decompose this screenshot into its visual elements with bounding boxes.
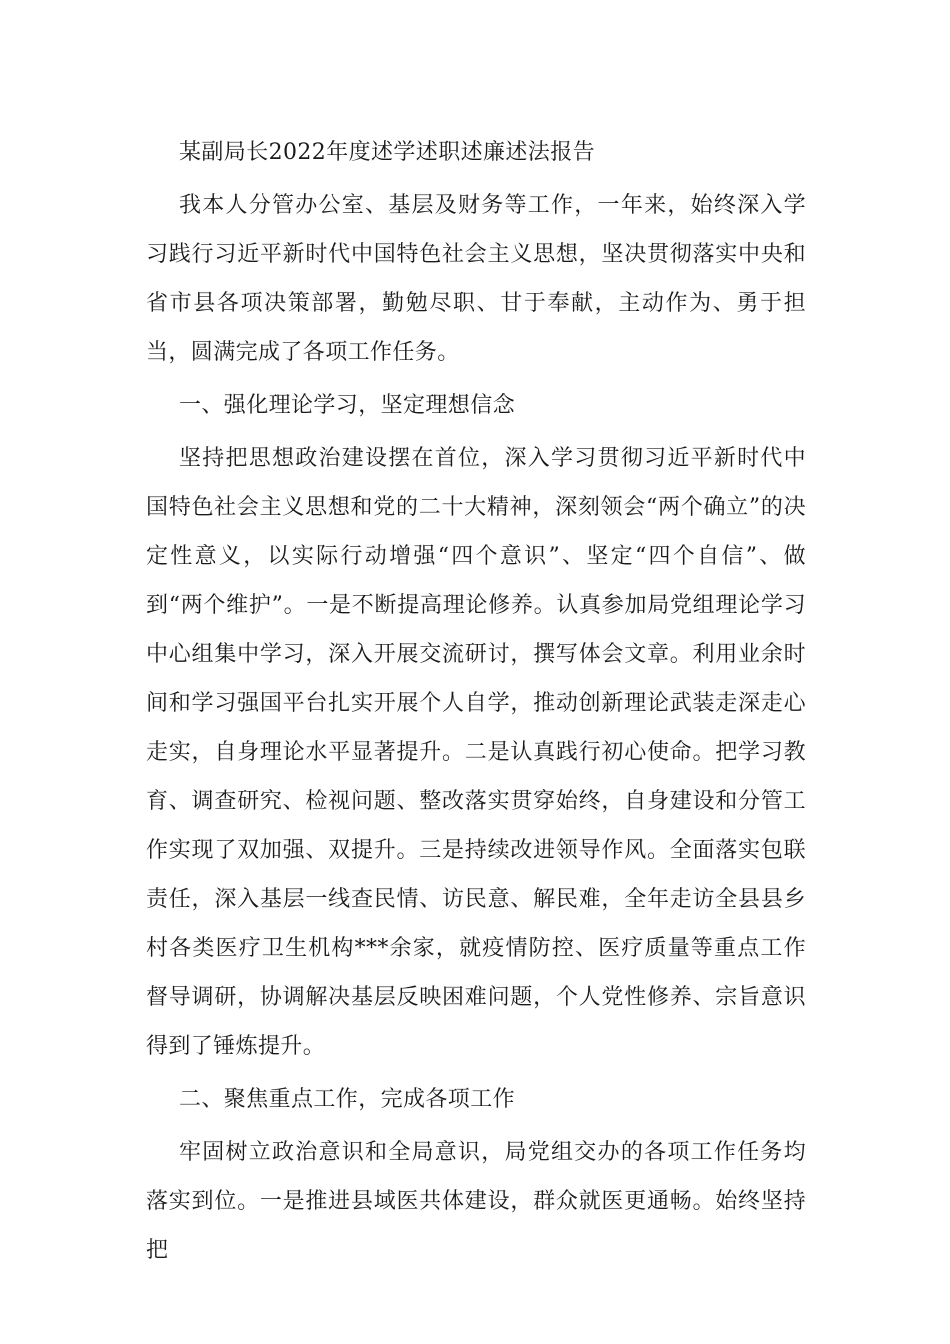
section-1-paragraph: 坚持把思想政治建设摆在首位，深入学习贯彻习近平新时代中国特色社会主义思想和党的二十大精神，深刻领会“两个确立”的决定性意义，以实际行动增强“四个意识”、坚定“四个自信”、做到“两个维护”。一是不断提高理论修养。认真参加局党组理论学习中心组集中学习，深入开展交流研讨，撰写体会文章。利用业余时间和学习强国平台扎实开展个人自学，推动创新理论武装走深走心走实，自身理论水平显著提升。二是认真践行初心使命。把学习教育、调查研究、检视问题、整改落实贯穿始终，自身建设和分管工作实现了双加强、双提升。三是持续改进领导作风。全面落实包联责任，深入基层一线查民情、访民意、解民难，全年走访全县县乡村各类医疗卫生机构***余家，就疫情防控、医疗质量等重点工作督导调研，协调解决基层反映困难问题，个人党性修养、宗旨意识得到了锤炼提升。 <box>146 446 806 1059</box>
intro-paragraph: 我本人分管办公室、基层及财务等工作，一年来，始终深入学习践行习近平新时代中国特色社会主义思想，坚决贯彻落实中央和省市县各项决策部署，勤勉尽职、甘于奉献，主动作为、勇于担当，圆满完成了各项工作任务。 <box>146 193 806 365</box>
section-2-heading: 二、聚焦重点工作，完成各项工作 <box>179 1087 516 1112</box>
document-title: 某副局长2022年度述学述职述廉述法报告 <box>179 140 595 165</box>
document-body <box>146 128 806 1279</box>
section-1-heading: 一、强化理论学习，坚定理想信念 <box>179 393 516 418</box>
section-2-paragraph: 牢固树立政治意识和全局意识，局党组交办的各项工作任务均落实到位。一是推进县域医共体建设，群众就医更通畅。始终坚持把 <box>146 1140 806 1263</box>
